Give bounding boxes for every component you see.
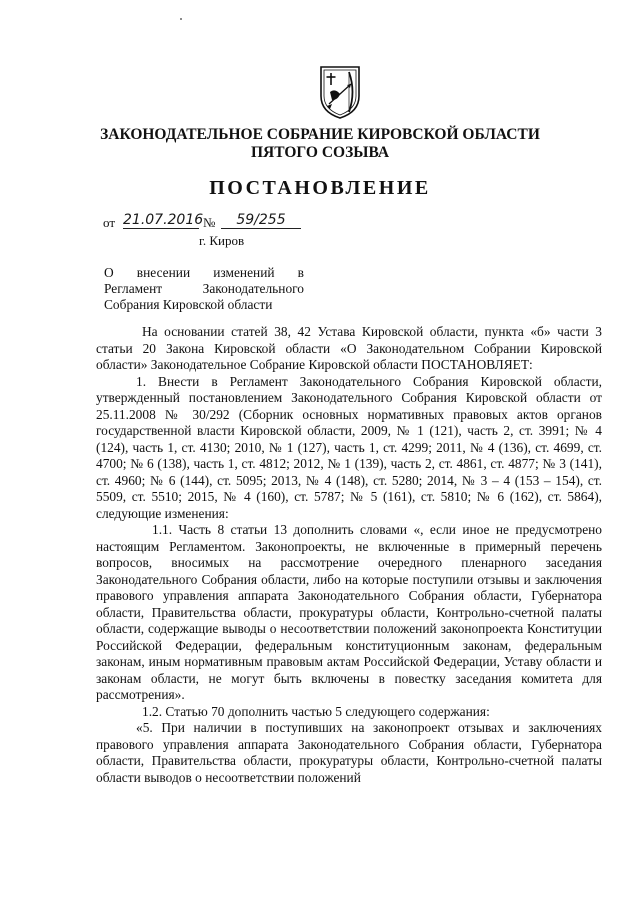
document-type-title: ПОСТАНОВЛЕНИЕ xyxy=(209,177,431,199)
coat-of-arms-emblem xyxy=(318,64,362,120)
date-prefix: от xyxy=(103,215,116,230)
clause-1-paragraph: 1. Внести в Регламент Законодательного Собрания Кировской области, утвержденный постановлением Законодательного Собрания Кировской области от 25.11.2008 № 30/292 (Сборник основных нормативных правовых актов органов государственной власти Кировской области, 2009, № 1 (121), часть 2, ст. 3991; № 4 (124), часть 1, ст. 4130; 2010, № 1 (127), часть 1, ст. 4299; 2011, № 4 (136), ст. 4699, ст. 4700; № 6 (138), часть 1, ст. 4812; 2012, № 1 (139), часть 2, ст. 4861, ст. 4877; № 3 (141), ст. 4960; № 6 (144), ст. 5095; 2013, № 4 (148), ст. 5280; 2014, № 3 – 4 (153 – 154), ст. 5509, ст. 5510; 2015, № 4 (160), ст. 5787; № 5 (161), ст. 5810; № 6 (162), ст. 5864), следующие изменения: xyxy=(96,373,602,521)
number-prefix: № xyxy=(203,215,216,230)
subject-line: Собрания Кировской области xyxy=(104,297,273,312)
convocation-line: ПЯТОГО СОЗЫВА xyxy=(250,144,390,161)
document-subject xyxy=(104,265,304,313)
preamble-paragraph: На основании статей 38, 42 Устава Кировской области, пункта «б» части 3 статьи 20 Закона Кировской области «О Законодательном Собрании Кировской области» Законодательное Собрание Кировской области ПОСТАНОВЛЯЕТ: xyxy=(96,324,602,372)
clause-1-2-paragraph: 1.2. Статью 70 дополнить частью 5 следующего содержания: xyxy=(142,703,490,719)
scan-speck xyxy=(180,18,182,20)
clause-5-paragraph: «5. При наличии в поступивших на законопроект отзывах и заключениях правового управления аппарата Законодательного Собрания области, Губернатора области, Правительства области, прокуратуры области, Контрольно-счетной палаты области выводов о несоответствии положений xyxy=(96,720,602,785)
subject-line: Регламент Законодательного xyxy=(104,281,304,296)
document-city: г. Киров xyxy=(199,233,245,248)
clause-1-1-paragraph: 1.1. Часть 8 статьи 13 дополнить словами «, если иное не предусмотрено настоящим Регламентом. Законопроекты, не включенные в примерный перечень вопросов, вносимых на рассмотрение очередного пленарного заседания Законодательного Собрания области, либо на которые поступили отзывы и заключения правового управления аппарата Законодательного Собрания области, Губернатора области, Правительства области, прокуратуры области, Контрольно-счетной палаты области, содержащие выводы о несоответствии положений законопроекта Конституции Российской Федерации, федеральным конституционным законам, федеральным законам, иным нормативным правовым актам Российской Федерации, Уставу области и законам области, не могут быть включены в повестку заседания комитета для рассмотрения». xyxy=(96,522,602,702)
document-number: 59/255 xyxy=(221,212,301,229)
subject-line: О внесении изменений в xyxy=(104,265,304,280)
document-date: 21.07.2016 xyxy=(123,212,204,228)
organization-name: ЗАКОНОДАТЕЛЬНОЕ СОБРАНИЕ КИРОВСКОЙ ОБЛАСТИ xyxy=(100,126,540,143)
document-body xyxy=(96,324,602,786)
